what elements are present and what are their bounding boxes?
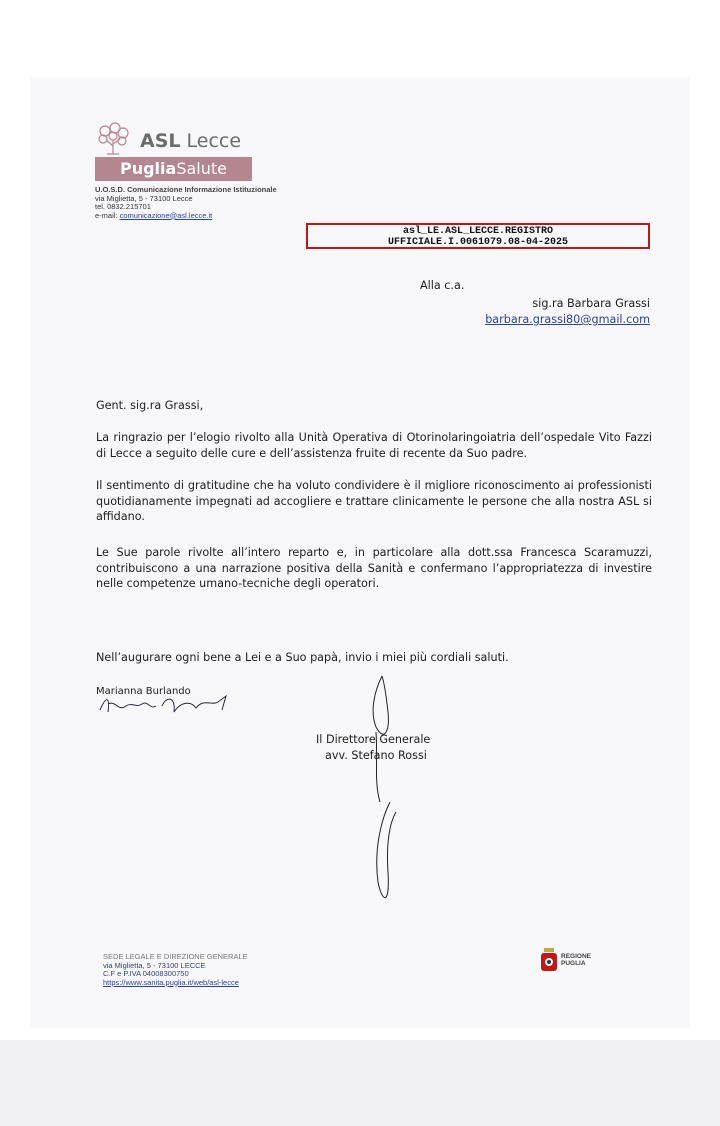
regione-puglia-logo bbox=[540, 948, 591, 972]
email-link[interactable]: comunicazione@asl.lecce.it bbox=[119, 210, 213, 220]
salutation: Gent. sig.ra Grassi, bbox=[96, 399, 204, 412]
region-line-2: PUGLIA bbox=[561, 960, 586, 967]
address: via Miglietta, 5 - 73100 Lecce bbox=[95, 193, 193, 203]
org-name: ASL Lecce bbox=[140, 130, 242, 152]
paragraph: Le Sue parole rivolte all’intero reparto e, in particolare alla dott.ssa Francesca Scaramuzzi, contribuiscono a una narrazione positiva della Sanità e confermano l’appropriatezza di investire nelle competenze umano-tecniche degli operatori. bbox=[96, 546, 652, 590]
director-title: Il Direttore Generale bbox=[316, 733, 431, 746]
footer bbox=[103, 953, 248, 987]
paragraph: Il sentimento di gratitudine che ha voluto condividere è il migliore riconoscimento ai professionisti quotidianamente impegnati ad accogliere e trattare clinicamente le persone che alla nostra ASL si affidano. bbox=[96, 479, 652, 523]
paragraph: La ringrazio per l’elogio rivolto alla Unità Operativa di Otorinolaringoiatria dell’ospedale Vito Fazzi di Lecce a seguito delle cure e dell’assistenza fruite di recente da Suo padre. bbox=[96, 431, 652, 460]
stamp-line-2: UFFICIALE.I.0061079.08-04-2025 bbox=[387, 237, 569, 248]
tree-logo-icon bbox=[95, 122, 131, 156]
handwritten-signature-director bbox=[360, 672, 410, 912]
director-name: avv. Stefano Rossi bbox=[325, 749, 427, 762]
email-label: e-mail: bbox=[95, 210, 118, 220]
protocol-stamp bbox=[306, 223, 650, 249]
footer-address: via Miglietta, 5 - 73100 LECCE bbox=[103, 960, 206, 970]
footer-heading: SEDE LEGALE E DIREZIONE GENERALE bbox=[103, 952, 248, 961]
brand-banner: PugliaSalute bbox=[95, 157, 252, 181]
regione-crest-icon bbox=[540, 948, 558, 972]
viewer-background bbox=[0, 1040, 720, 1126]
recipient-email[interactable]: barbara.grassi80@gmail.com bbox=[485, 313, 650, 326]
letterhead-contact bbox=[95, 186, 277, 220]
unit-name: U.O.S.D. Comunicazione Informazione Istituzionale bbox=[95, 185, 277, 194]
phone: tel. 0832.215701 bbox=[95, 202, 151, 211]
footer-website-link[interactable]: https://www.sanita.puglia.it/web/asl-lecce bbox=[103, 977, 239, 987]
recipient-name: sig.ra Barbara Grassi bbox=[532, 297, 650, 310]
attention: Alla c.a. bbox=[420, 279, 465, 292]
footer-tax: C.F e P.IVA 04008300750 bbox=[103, 969, 189, 978]
closing: Nell’augurare ogni bene a Lei e a Suo papà, invio i miei più cordiali saluti. bbox=[96, 651, 509, 664]
region-line-1: REGIONE bbox=[561, 953, 591, 960]
stamp-line-1: asl_LE.ASL_LECCE.REGISTRO bbox=[402, 226, 554, 237]
handwritten-signature-left bbox=[96, 692, 246, 718]
signer-name: Marianna Burlando bbox=[96, 686, 191, 697]
